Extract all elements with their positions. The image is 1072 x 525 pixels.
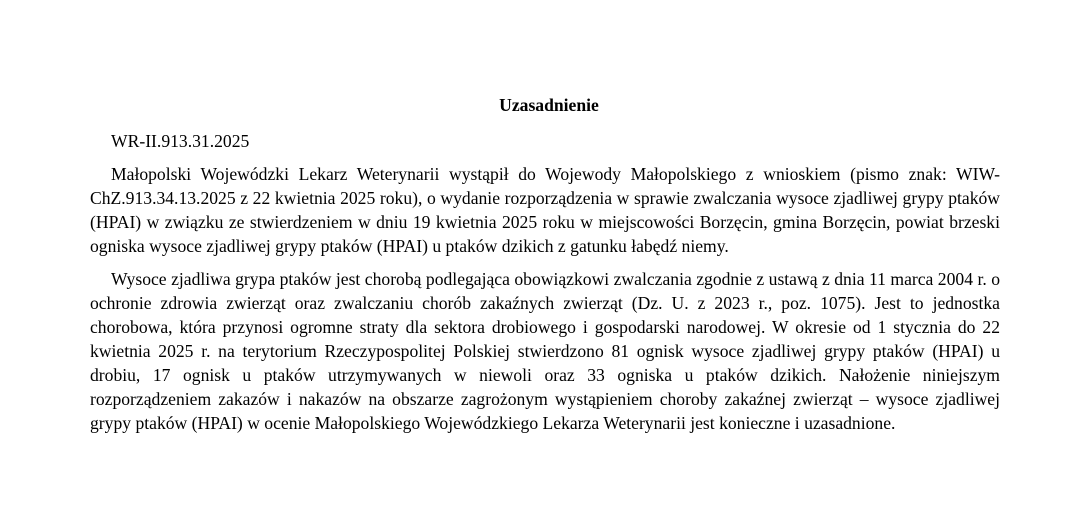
paragraph-request: Małopolski Wojewódzki Lekarz Weterynarii wystąpił do Wojewody Małopolskiego z wnioskiem (pismo znak: WIW-ChZ.913.34.13.2025 z 22 kwietnia 2025 roku), o wydanie rozporządzenia w sprawie zwalczania wysoce zjadliwej grypy ptaków (HPAI) w związku ze stwierdzeniem w dniu 19 kwietnia 2025 roku w miejscowości Borzęcin, gmina Borzęcin, powiat brzeski ogniska wysoce zjadliwej grypy ptaków (HPAI) u ptaków dzikich z gatunku łabędź niemy. [90, 163, 1000, 256]
document-page [90, 94, 1000, 436]
document-title: Uzasadnienie [499, 95, 599, 115]
paragraph-justification: Wysoce zjadliwa grypa ptaków jest chorobą podlegająca obowiązkowi zwalczania zgodnie z ustawą z dnia 11 marca 2004 r. o ochronie zdrowia zwierząt oraz zwalczaniu chorób zakaźnych zwierząt (Dz. U. z 2023 r., poz. 1075). Jest to jednostka chorobowa, która przynosi ogromne straty dla sektora drobiowego i gospodarski narodowej. W okresie od 1 stycznia do 22 kwietnia 2025 r. na terytorium Rzeczypospolitej Polskiej stwierdzono 81 ognisk wysoce zjadliwej grypy ptaków (HPAI) u drobiu, 17 ognisk u ptaków utrzymywanych w niewoli oraz 33 ogniska u ptaków dzikich. Nałożenie niniejszym rozporządzeniem zakazów i nakazów na obszarze zagrożonym wystąpieniem choroby zakaźnej zwierząt – wysoce zjadliwej grypy ptaków (HPAI) w ocenie Małopolskiego Wojewódzkiego Lekarza Weterynarii jest konieczne i uzasadnione. [90, 269, 1000, 433]
document-reference-number: WR-II.913.31.2025 [111, 130, 250, 151]
